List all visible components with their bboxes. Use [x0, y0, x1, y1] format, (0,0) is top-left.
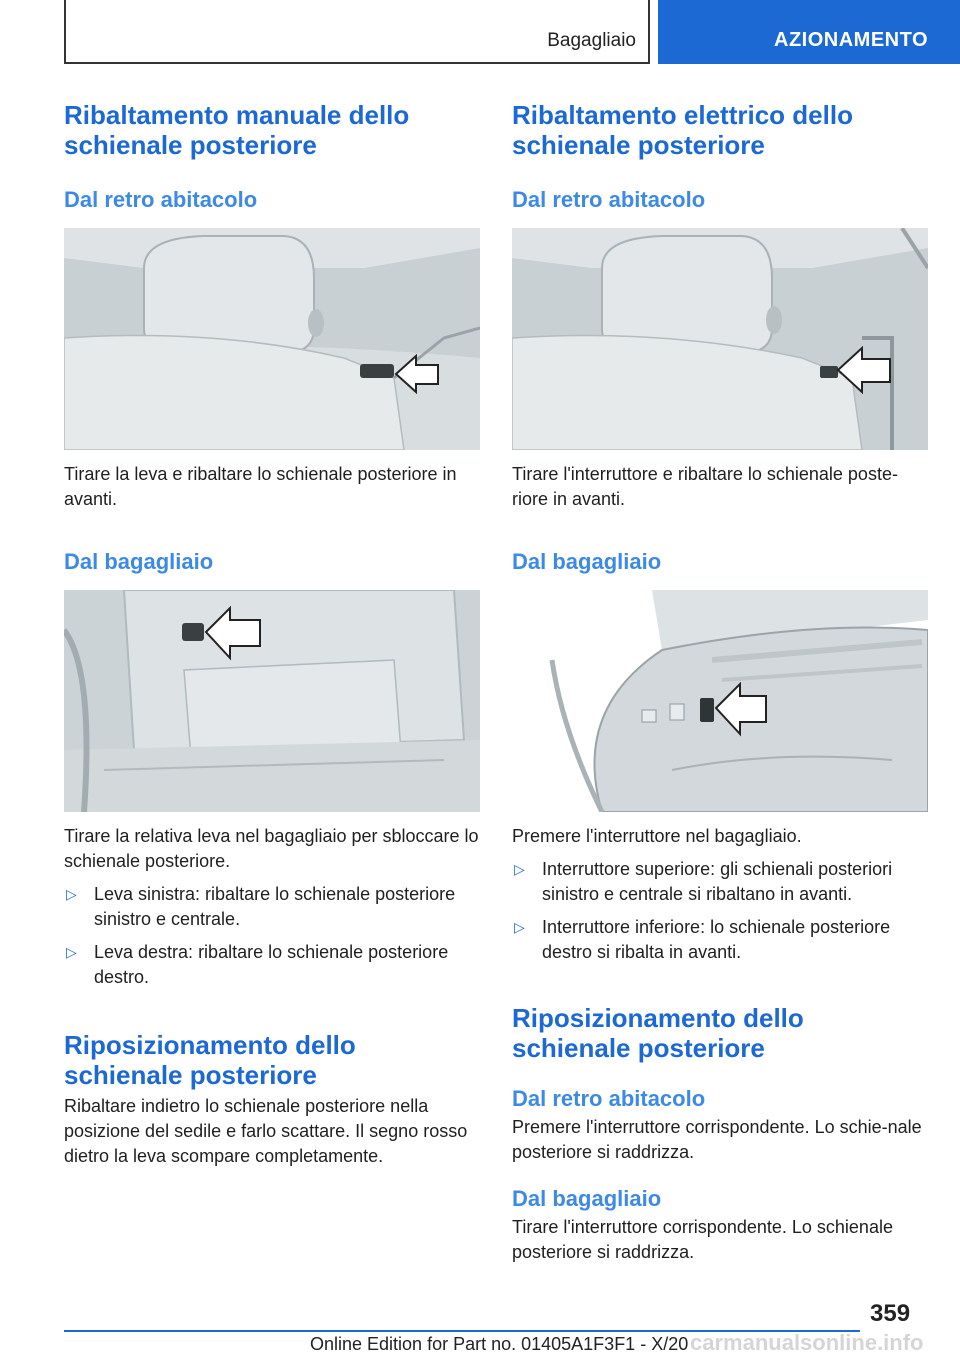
headrest-lever-illustration — [64, 228, 480, 450]
header-section-box — [64, 0, 650, 64]
figure-headrest-switch — [512, 228, 928, 450]
triangle-right-icon: ▷ — [66, 886, 77, 902]
list-item: ▷ Interruttore superiore: gli schienali posteriori sinistro e centrale si ribaltano in avanti. — [514, 859, 893, 904]
right-title: Ribaltamento elettrico dello schienale posteriore — [512, 100, 853, 160]
right-reposition-text-1: Premere l'interruttore corrispondente. Lo schie-nale posteriore si raddrizza. — [512, 1117, 922, 1162]
right-caption-1: Tirare l'interruttore e ribaltare lo schienale poste-riore in avanti. — [512, 464, 898, 509]
footer-edition: Online Edition for Part no. 01405A1F3F1 - X/20 — [310, 1334, 689, 1354]
headrest-switch-illustration — [512, 228, 928, 450]
right-subheading-rear-cabin: Dal retro abitacolo — [512, 187, 706, 212]
left-subheading-trunk: Dal bagagliaio — [64, 549, 214, 574]
page-number: 359 — [870, 1300, 911, 1327]
left-column — [64, 100, 480, 1169]
figure-trunk-lever — [64, 590, 480, 812]
left-bullet-list — [64, 882, 480, 990]
trunk-lever-illustration — [64, 590, 480, 812]
figure-headrest-lever — [64, 228, 480, 450]
right-caption-2: Premere l'interruttore nel bagagliaio. — [512, 826, 802, 846]
triangle-right-icon: ▷ — [514, 861, 525, 877]
list-item: ▷ Leva sinistra: ribaltare lo schienale posteriore sinistro e centrale. — [66, 884, 456, 929]
list-item: ▷ Leva destra: ribaltare lo schienale posteriore destro. — [66, 942, 449, 987]
right-reposition-text-2: Tirare l'interruttore corrispondente. Lo schienale posteriore si raddrizza. — [512, 1217, 893, 1262]
figure-trunk-switch — [512, 590, 928, 812]
left-subheading-rear-cabin: Dal retro abitacolo — [64, 187, 258, 212]
right-title-reposition: Riposizionamento dello schienale posteriore — [512, 1003, 804, 1063]
right-subheading-trunk-2: Dal bagagliaio — [512, 1186, 662, 1211]
right-bullet-list — [512, 857, 928, 965]
left-title-reposition: Riposizionamento dello schienale posteriore — [64, 1030, 356, 1090]
left-title: Ribaltamento manuale dello schienale posteriore — [64, 100, 410, 160]
chapter-tab[interactable] — [658, 0, 960, 64]
watermark: carmanualsonline.info — [690, 1330, 924, 1355]
left-caption-2: Tirare la relativa leva nel bagagliaio per sbloccare lo schienale posteriore. — [64, 826, 479, 871]
left-reposition-text: Ribaltare indietro lo schienale posteriore nella posizione del sedile e farlo scattare. Il segno rosso dietro la leva scompare completamente. — [64, 1096, 468, 1166]
right-subheading-rear-cabin-2: Dal retro abitacolo — [512, 1086, 706, 1111]
chapter-title: AZIONAMENTO — [774, 29, 929, 51]
right-column — [512, 100, 928, 1265]
triangle-right-icon: ▷ — [66, 944, 77, 960]
left-caption-1: Tirare la leva e ribaltare lo schienale posteriore in avanti. — [64, 464, 457, 509]
trunk-switch-illustration — [512, 590, 928, 812]
list-item: ▷ Interruttore inferiore: lo schienale posteriore destro si ribalta in avanti. — [514, 917, 891, 962]
right-subheading-trunk: Dal bagagliaio — [512, 549, 662, 574]
section-title: Bagagliaio — [547, 30, 636, 51]
triangle-right-icon: ▷ — [514, 919, 525, 935]
